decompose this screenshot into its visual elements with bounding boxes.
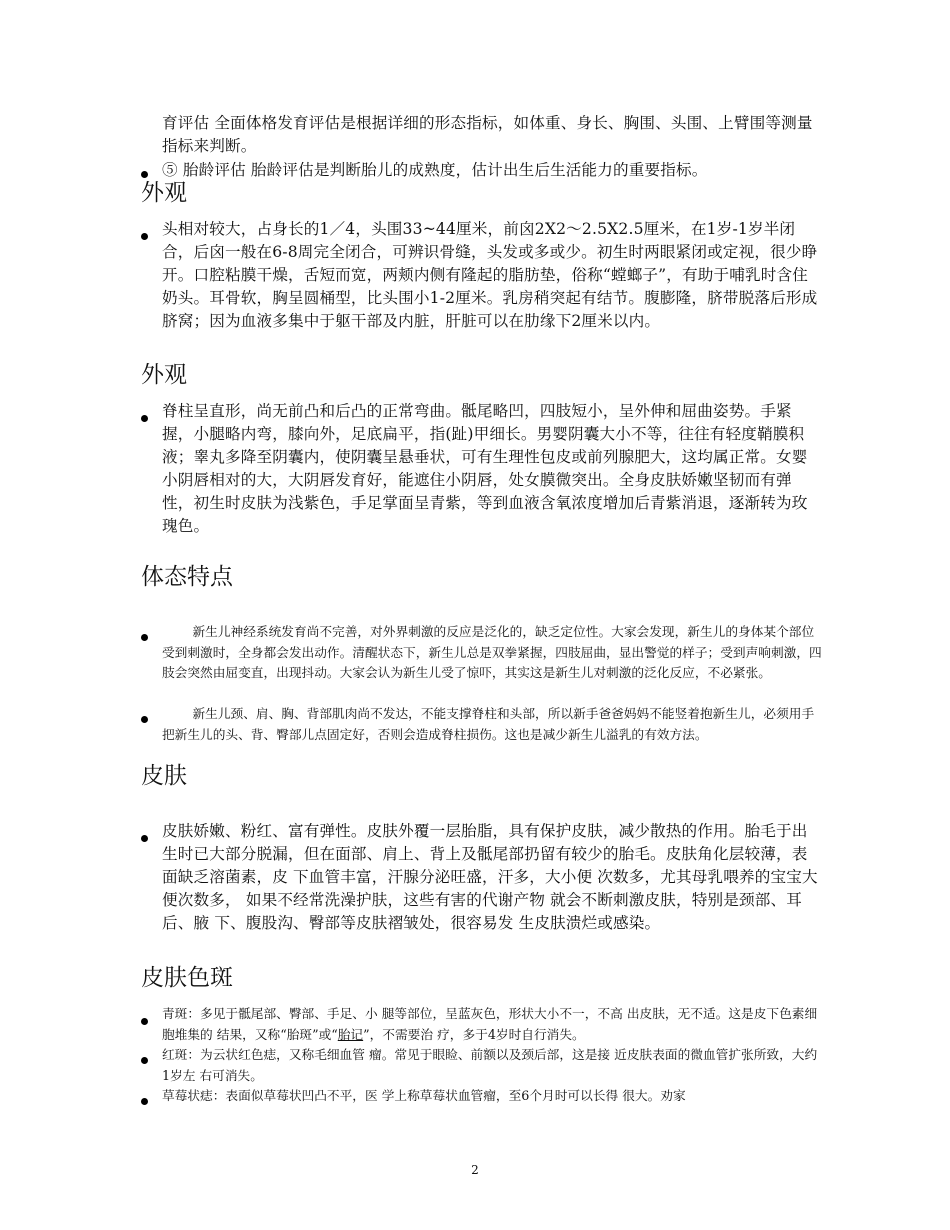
bullet-icon <box>141 1016 151 1026</box>
blue-spot-text-b: ”，不需要治 疗，多于4岁时自行消失。 <box>363 1026 585 1042</box>
bullet-icon <box>141 1096 151 1106</box>
skin-spot-item-strawberry: 草莓状痣：表面似草莓状凹凸不平，医 学上称草莓状血管瘤，至6个月时可以长得 很大。劝家 <box>162 1088 686 1103</box>
skin-spot-item-blue <box>162 1004 822 1045</box>
appearance-paragraph-1: 头相对较大，占身长的1／4，头围33~44厘米，前囟2X2～2.5X2.5厘米，在1岁-1岁半闭合，后囟一般在6-8周完全闭合，可辨识骨缝，头发或多或少。初生时两眼紧闭或定视，很少睁开。口腔粘膜干燥，舌短而宽，两颊内侧有隆起的脂肪垫，俗称“螳螂子”，有助于哺乳时含住奶头。耳骨软，胸呈圆桶型，比头围小1-2厘米。乳房稍突起有结节。腹膨隆，脐带脱落后形成脐窝；因为血液多集中于躯干部及内脏，肝脏可以在肋缘下2厘米以内。 <box>162 220 818 330</box>
bullet-icon <box>141 1055 151 1065</box>
bullet-icon <box>141 833 151 843</box>
blue-spot-text-a: 青斑：多见于骶尾部、臀部、手足、小 腿等部位，呈蓝灰色，形状大小不一，不高 出皮肤，无不适。这是皮下色素细胞堆集的 结果，又称“胎斑”或“ <box>162 1006 818 1042</box>
gestational-age-item: ⑤ 胎龄评估 胎龄评估是判断胎儿的成熟度，估计出生后生活能力的重要指标。 <box>162 161 708 179</box>
skin-spot-item-red: 红斑：为云状红色痣，又称毛细血管 瘤。常见于眼睑、前额以及颈后部，这是接 近皮肤表面的微血管扩张所致，大约1岁左 右可消失。 <box>162 1047 818 1083</box>
section-heading-appearance-1: 外观 <box>141 180 187 206</box>
birthmark-term: 胎记 <box>337 1026 364 1042</box>
section-heading-skin: 皮肤 <box>141 763 187 789</box>
bullet-icon <box>141 231 151 241</box>
continuation-paragraph: 育评估 全面体格发育评估是根据详细的形态指标，如体重、身长、胸围、头围、上臂围等测量指标来判断。 <box>162 114 813 155</box>
section-heading-appearance-2: 外观 <box>141 362 187 388</box>
section-heading-posture: 体态特点 <box>141 564 233 590</box>
bullet-icon <box>141 714 151 724</box>
skin-paragraph: 皮肤娇嫩、粉红、富有弹性。皮肤外覆一层胎脂，具有保护皮肤，减少散热的作用。胎毛于出生时已大部分脱漏，但在面部、肩上、背上及骶尾部扔留有较少的胎毛。皮肤角化层较薄，表面缺乏溶菌素，皮 下血管丰富，汗腺分泌旺盛，汗多，大小便 次数多，尤其母乳喂养的宝宝大便次数多， 如果不经常洗澡护肤，这些有害的代谢产物 就会不断刺激皮肤，特别是颈部、耳后、腋 下、腹股沟、臀部等皮肤褶皱处，很容易发 生皮肤溃烂或感染。 <box>162 822 818 932</box>
posture-item-1: 新生儿神经系统发育尚不完善，对外界刺激的反应是泛化的，缺乏定位性。大家会发现，新生儿的身体某个部位受到刺激时，全身都会发出动作。清醒状态下，新生儿总是双拳紧握，四肢屈曲，显出警觉的样子；受到声响刺激，四肢会突然由屈变直，出现抖动。大家会认为新生儿受了惊吓，其实这是新生儿对刺激的泛化反应，不必紧张。 <box>162 624 822 680</box>
page-number: 2 <box>471 1163 479 1177</box>
appearance-paragraph-2: 脊柱呈直形，尚无前凸和后凸的正常弯曲。骶尾略凹，四肢短小，呈外伸和屈曲姿势。手紧握，小腿略内弯，膝向外，足底扁平，指(趾)甲细长。男婴阴囊大小不等，往往有轻度鞘膜积液；睾丸多降至阴囊内，使阴囊呈悬垂状，可有生理性包皮或前列腺肥大，这均属正常。女婴小阴唇相对的大，大阴唇发育好，能遮住小阴唇，处女膜微突出。全身皮肤娇嫩坚韧而有弹性，初生时皮肤为浅紫色，手足掌面呈青紫，等到血液含氧浓度增加后青紫消退，逐渐转为玫瑰色。 <box>162 402 808 535</box>
section-heading-skin-spots: 皮肤色斑 <box>141 965 233 991</box>
bullet-icon <box>141 632 151 642</box>
posture-item-2: 新生儿颈、肩、胸、背部肌肉尚不发达，不能支撑脊柱和头部，所以新手爸爸妈妈不能竖着抱新生儿，必须用手把新生儿的头、背、臀部儿点固定好，否则会造成脊柱损伤。这也是减少新生儿溢乳的有效方法。 <box>162 706 815 742</box>
bullet-icon <box>141 413 151 423</box>
